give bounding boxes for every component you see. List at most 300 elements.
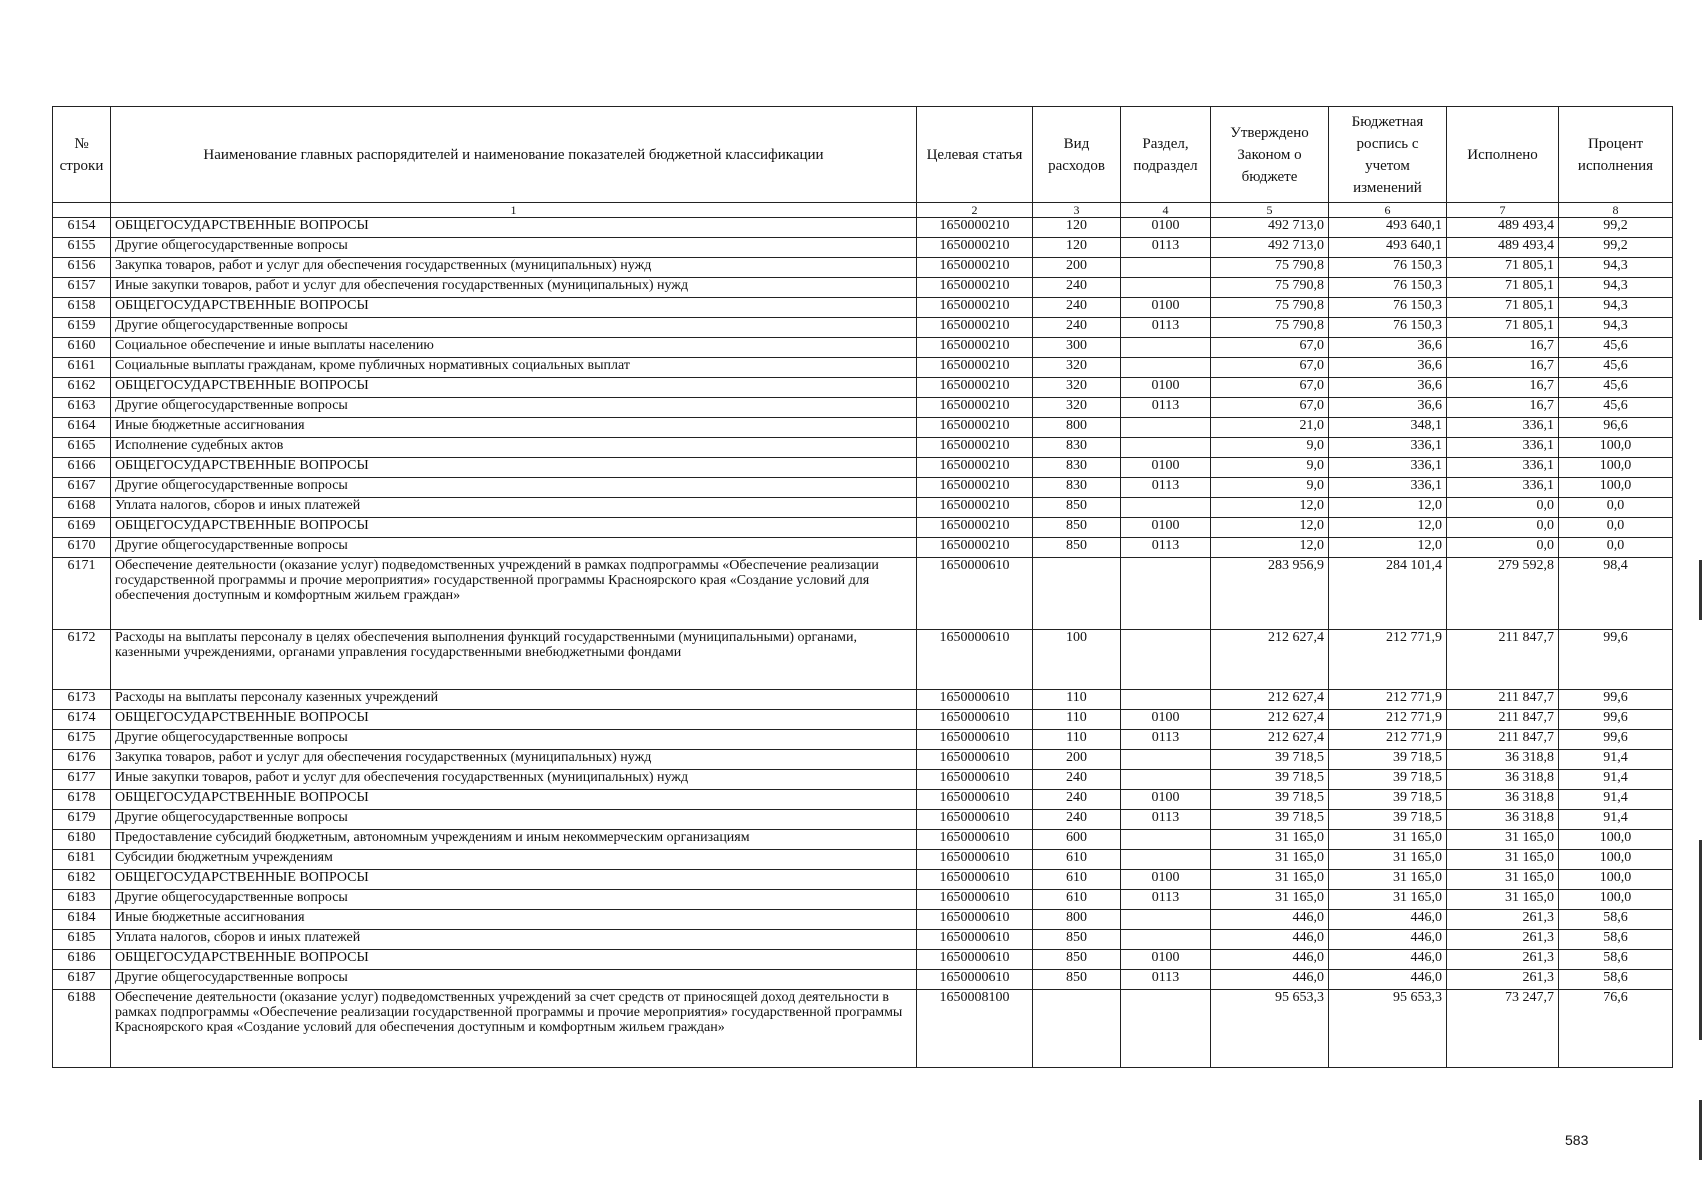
budget-amount-cell: 36,6	[1329, 338, 1447, 358]
row-name-cell: Иные бюджетные ассигнования	[111, 910, 917, 930]
expense-kind-cell: 240	[1033, 278, 1121, 298]
approved-amount-cell: 446,0	[1211, 970, 1329, 990]
approved-amount-cell: 75 790,8	[1211, 278, 1329, 298]
row-name-cell: Иные закупки товаров, работ и услуг для обеспечения государственных (муниципальных) нужд	[111, 770, 917, 790]
section-cell: 0100	[1121, 378, 1211, 398]
approved-amount-cell: 492 713,0	[1211, 238, 1329, 258]
budget-amount-cell: 446,0	[1329, 950, 1447, 970]
section-cell: 0100	[1121, 710, 1211, 730]
row-name-cell: Закупка товаров, работ и услуг для обеспечения государственных (муниципальных) нужд	[111, 750, 917, 770]
budget-amount-cell: 36,6	[1329, 358, 1447, 378]
percent-cell: 0,0	[1559, 538, 1673, 558]
expense-kind-cell: 110	[1033, 690, 1121, 710]
column-number: 7	[1447, 203, 1559, 218]
row-number-cell: 6154	[53, 218, 111, 238]
target-article-cell: 1650000610	[917, 930, 1033, 950]
table-row	[53, 770, 1673, 790]
header-expense-kind: Вид расходов	[1033, 107, 1121, 203]
budget-amount-cell: 284 101,4	[1329, 558, 1447, 630]
section-cell	[1121, 910, 1211, 930]
table-row	[53, 750, 1673, 770]
percent-cell: 94,3	[1559, 258, 1673, 278]
row-name-cell: ОБЩЕГОСУДАРСТВЕННЫЕ ВОПРОСЫ	[111, 710, 917, 730]
budget-amount-cell: 31 165,0	[1329, 870, 1447, 890]
budget-amount-cell: 36,6	[1329, 378, 1447, 398]
approved-amount-cell: 67,0	[1211, 378, 1329, 398]
column-number: 6	[1329, 203, 1447, 218]
budget-execution-table	[52, 106, 1673, 1068]
executed-amount-cell: 73 247,7	[1447, 990, 1559, 1068]
row-number-cell: 6161	[53, 358, 111, 378]
budget-amount-cell: 212 771,9	[1329, 690, 1447, 710]
target-article-cell: 1650000610	[917, 850, 1033, 870]
row-number-cell: 6173	[53, 690, 111, 710]
expense-kind-cell: 120	[1033, 238, 1121, 258]
executed-amount-cell: 261,3	[1447, 950, 1559, 970]
expense-kind-cell: 800	[1033, 418, 1121, 438]
executed-amount-cell: 336,1	[1447, 438, 1559, 458]
section-cell: 0100	[1121, 790, 1211, 810]
budget-amount-cell: 31 165,0	[1329, 830, 1447, 850]
section-cell: 0113	[1121, 730, 1211, 750]
row-number-cell: 6183	[53, 890, 111, 910]
table-row	[53, 298, 1673, 318]
row-name-cell: ОБЩЕГОСУДАРСТВЕННЫЕ ВОПРОСЫ	[111, 378, 917, 398]
table-row	[53, 630, 1673, 690]
executed-amount-cell: 36 318,8	[1447, 750, 1559, 770]
row-number-cell: 6181	[53, 850, 111, 870]
executed-amount-cell: 71 805,1	[1447, 318, 1559, 338]
expense-kind-cell: 850	[1033, 950, 1121, 970]
table-row	[53, 418, 1673, 438]
executed-amount-cell: 31 165,0	[1447, 890, 1559, 910]
expense-kind-cell: 850	[1033, 518, 1121, 538]
row-number-cell: 6157	[53, 278, 111, 298]
target-article-cell: 1650000610	[917, 558, 1033, 630]
header-executed: Исполнено	[1447, 107, 1559, 203]
row-name-cell: Другие общегосударственные вопросы	[111, 398, 917, 418]
executed-amount-cell: 16,7	[1447, 338, 1559, 358]
section-cell	[1121, 438, 1211, 458]
executed-amount-cell: 211 847,7	[1447, 710, 1559, 730]
row-name-cell: Иные закупки товаров, работ и услуг для обеспечения государственных (муниципальных) нужд	[111, 278, 917, 298]
percent-cell: 94,3	[1559, 278, 1673, 298]
target-article-cell: 1650000210	[917, 338, 1033, 358]
percent-cell: 99,2	[1559, 238, 1673, 258]
approved-amount-cell: 12,0	[1211, 498, 1329, 518]
approved-amount-cell: 39 718,5	[1211, 750, 1329, 770]
table-row	[53, 830, 1673, 850]
percent-cell: 99,6	[1559, 710, 1673, 730]
header-approved: Утверждено Законом о бюджете	[1211, 107, 1329, 203]
target-article-cell: 1650000610	[917, 750, 1033, 770]
executed-amount-cell: 16,7	[1447, 358, 1559, 378]
row-number-cell: 6168	[53, 498, 111, 518]
percent-cell: 45,6	[1559, 398, 1673, 418]
row-name-cell: Другие общегосударственные вопросы	[111, 890, 917, 910]
column-number: 5	[1211, 203, 1329, 218]
section-cell	[1121, 630, 1211, 690]
budget-amount-cell: 12,0	[1329, 538, 1447, 558]
expense-kind-cell: 240	[1033, 318, 1121, 338]
expense-kind-cell: 240	[1033, 810, 1121, 830]
target-article-cell: 1650008100	[917, 990, 1033, 1068]
row-name-cell: Уплата налогов, сборов и иных платежей	[111, 930, 917, 950]
row-number-cell: 6179	[53, 810, 111, 830]
budget-amount-cell: 95 653,3	[1329, 990, 1447, 1068]
table-row	[53, 538, 1673, 558]
executed-amount-cell: 31 165,0	[1447, 870, 1559, 890]
row-name-cell: Закупка товаров, работ и услуг для обеспечения государственных (муниципальных) нужд	[111, 258, 917, 278]
percent-cell: 91,4	[1559, 810, 1673, 830]
executed-amount-cell: 31 165,0	[1447, 850, 1559, 870]
executed-amount-cell: 336,1	[1447, 458, 1559, 478]
row-number-cell: 6188	[53, 990, 111, 1068]
executed-amount-cell: 211 847,7	[1447, 730, 1559, 750]
row-number-cell: 6155	[53, 238, 111, 258]
section-cell	[1121, 258, 1211, 278]
header-target-article: Целевая статья	[917, 107, 1033, 203]
row-number-cell: 6175	[53, 730, 111, 750]
percent-cell: 100,0	[1559, 438, 1673, 458]
expense-kind-cell: 240	[1033, 298, 1121, 318]
header-row-number: № строки	[53, 107, 111, 203]
approved-amount-cell: 31 165,0	[1211, 870, 1329, 890]
table-row	[53, 810, 1673, 830]
table-row	[53, 358, 1673, 378]
row-name-cell: ОБЩЕГОСУДАРСТВЕННЫЕ ВОПРОСЫ	[111, 790, 917, 810]
row-number-cell: 6177	[53, 770, 111, 790]
column-number: 2	[917, 203, 1033, 218]
section-cell: 0100	[1121, 950, 1211, 970]
budget-amount-cell: 76 150,3	[1329, 258, 1447, 278]
section-cell	[1121, 930, 1211, 950]
row-number-cell: 6180	[53, 830, 111, 850]
row-number-cell: 6178	[53, 790, 111, 810]
table-row	[53, 558, 1673, 630]
section-cell	[1121, 358, 1211, 378]
percent-cell: 91,4	[1559, 770, 1673, 790]
approved-amount-cell: 446,0	[1211, 910, 1329, 930]
budget-amount-cell: 212 771,9	[1329, 730, 1447, 750]
expense-kind-cell: 850	[1033, 930, 1121, 950]
percent-cell: 58,6	[1559, 970, 1673, 990]
section-cell	[1121, 418, 1211, 438]
expense-kind-cell: 830	[1033, 458, 1121, 478]
table-row	[53, 498, 1673, 518]
percent-cell: 58,6	[1559, 930, 1673, 950]
row-number-cell: 6159	[53, 318, 111, 338]
expense-kind-cell: 610	[1033, 850, 1121, 870]
approved-amount-cell: 212 627,4	[1211, 710, 1329, 730]
target-article-cell: 1650000610	[917, 890, 1033, 910]
approved-amount-cell: 212 627,4	[1211, 690, 1329, 710]
section-cell	[1121, 990, 1211, 1068]
percent-cell: 100,0	[1559, 830, 1673, 850]
executed-amount-cell: 0,0	[1447, 538, 1559, 558]
budget-amount-cell: 446,0	[1329, 970, 1447, 990]
row-name-cell: Другие общегосударственные вопросы	[111, 810, 917, 830]
row-name-cell: Другие общегосударственные вопросы	[111, 238, 917, 258]
section-cell: 0113	[1121, 398, 1211, 418]
table-row	[53, 478, 1673, 498]
approved-amount-cell: 21,0	[1211, 418, 1329, 438]
executed-amount-cell: 261,3	[1447, 910, 1559, 930]
table-row	[53, 278, 1673, 298]
approved-amount-cell: 9,0	[1211, 458, 1329, 478]
table-row	[53, 730, 1673, 750]
approved-amount-cell: 31 165,0	[1211, 890, 1329, 910]
budget-amount-cell: 76 150,3	[1329, 318, 1447, 338]
percent-cell: 76,6	[1559, 990, 1673, 1068]
percent-cell: 99,6	[1559, 730, 1673, 750]
budget-amount-cell: 446,0	[1329, 910, 1447, 930]
header-row	[53, 107, 1673, 203]
budget-amount-cell: 336,1	[1329, 438, 1447, 458]
expense-kind-cell	[1033, 558, 1121, 630]
approved-amount-cell: 9,0	[1211, 478, 1329, 498]
budget-amount-cell: 12,0	[1329, 518, 1447, 538]
expense-kind-cell: 120	[1033, 218, 1121, 238]
target-article-cell: 1650000210	[917, 278, 1033, 298]
section-cell	[1121, 278, 1211, 298]
row-name-cell: Социальные выплаты гражданам, кроме публичных нормативных социальных выплат	[111, 358, 917, 378]
row-number-cell: 6156	[53, 258, 111, 278]
column-number: 1	[111, 203, 917, 218]
executed-amount-cell: 16,7	[1447, 398, 1559, 418]
budget-amount-cell: 39 718,5	[1329, 770, 1447, 790]
percent-cell: 45,6	[1559, 378, 1673, 398]
percent-cell: 99,2	[1559, 218, 1673, 238]
section-cell: 0100	[1121, 518, 1211, 538]
row-name-cell: Предоставление субсидий бюджетным, автономным учреждениям и иным некоммерческим организациям	[111, 830, 917, 850]
expense-kind-cell: 200	[1033, 258, 1121, 278]
table-row	[53, 790, 1673, 810]
expense-kind-cell: 240	[1033, 790, 1121, 810]
percent-cell: 99,6	[1559, 630, 1673, 690]
table-row	[53, 690, 1673, 710]
executed-amount-cell: 211 847,7	[1447, 690, 1559, 710]
target-article-cell: 1650000210	[917, 418, 1033, 438]
executed-amount-cell: 36 318,8	[1447, 790, 1559, 810]
table-row	[53, 458, 1673, 478]
approved-amount-cell: 67,0	[1211, 338, 1329, 358]
budget-amount-cell: 446,0	[1329, 930, 1447, 950]
percent-cell: 100,0	[1559, 890, 1673, 910]
target-article-cell: 1650000210	[917, 378, 1033, 398]
row-number-cell: 6171	[53, 558, 111, 630]
executed-amount-cell: 31 165,0	[1447, 830, 1559, 850]
target-article-cell: 1650000210	[917, 458, 1033, 478]
executed-amount-cell: 211 847,7	[1447, 630, 1559, 690]
percent-cell: 91,4	[1559, 790, 1673, 810]
row-name-cell: Уплата налогов, сборов и иных платежей	[111, 498, 917, 518]
table-row	[53, 238, 1673, 258]
approved-amount-cell: 9,0	[1211, 438, 1329, 458]
target-article-cell: 1650000610	[917, 870, 1033, 890]
row-number-cell: 6160	[53, 338, 111, 358]
target-article-cell: 1650000210	[917, 538, 1033, 558]
target-article-cell: 1650000210	[917, 258, 1033, 278]
percent-cell: 0,0	[1559, 518, 1673, 538]
row-name-cell: ОБЩЕГОСУДАРСТВЕННЫЕ ВОПРОСЫ	[111, 458, 917, 478]
budget-amount-cell: 212 771,9	[1329, 630, 1447, 690]
row-name-cell: ОБЩЕГОСУДАРСТВЕННЫЕ ВОПРОСЫ	[111, 518, 917, 538]
row-name-cell: Другие общегосударственные вопросы	[111, 538, 917, 558]
row-number-cell: 6174	[53, 710, 111, 730]
approved-amount-cell: 67,0	[1211, 358, 1329, 378]
header-percent: Процент исполнения	[1559, 107, 1673, 203]
executed-amount-cell: 489 493,4	[1447, 218, 1559, 238]
percent-cell: 94,3	[1559, 298, 1673, 318]
target-article-cell: 1650000210	[917, 438, 1033, 458]
target-article-cell: 1650000610	[917, 790, 1033, 810]
budget-amount-cell: 336,1	[1329, 478, 1447, 498]
target-article-cell: 1650000210	[917, 238, 1033, 258]
expense-kind-cell: 320	[1033, 358, 1121, 378]
budget-amount-cell: 76 150,3	[1329, 278, 1447, 298]
budget-amount-cell: 36,6	[1329, 398, 1447, 418]
row-number-cell: 6163	[53, 398, 111, 418]
row-number-cell: 6172	[53, 630, 111, 690]
approved-amount-cell: 31 165,0	[1211, 830, 1329, 850]
expense-kind-cell: 850	[1033, 498, 1121, 518]
section-cell: 0113	[1121, 318, 1211, 338]
column-number	[53, 203, 111, 218]
table-row	[53, 518, 1673, 538]
table-row	[53, 930, 1673, 950]
executed-amount-cell: 279 592,8	[1447, 558, 1559, 630]
row-name-cell: Расходы на выплаты персоналу в целях обеспечения выполнения функций государственными (муниципальными) органами, казенными учреждениями, органами управления государственными внебюджетными фондами	[111, 630, 917, 690]
percent-cell: 96,6	[1559, 418, 1673, 438]
expense-kind-cell: 610	[1033, 870, 1121, 890]
target-article-cell: 1650000610	[917, 730, 1033, 750]
row-number-cell: 6158	[53, 298, 111, 318]
approved-amount-cell: 212 627,4	[1211, 730, 1329, 750]
table-row	[53, 890, 1673, 910]
expense-kind-cell: 110	[1033, 730, 1121, 750]
row-number-cell: 6187	[53, 970, 111, 990]
approved-amount-cell: 39 718,5	[1211, 810, 1329, 830]
section-cell: 0113	[1121, 970, 1211, 990]
target-article-cell: 1650000210	[917, 218, 1033, 238]
row-number-cell: 6176	[53, 750, 111, 770]
target-article-cell: 1650000610	[917, 830, 1033, 850]
percent-cell: 100,0	[1559, 458, 1673, 478]
budget-table-sheet	[52, 106, 1672, 1068]
row-number-cell: 6162	[53, 378, 111, 398]
expense-kind-cell: 240	[1033, 770, 1121, 790]
executed-amount-cell: 0,0	[1447, 498, 1559, 518]
expense-kind-cell: 600	[1033, 830, 1121, 850]
executed-amount-cell: 336,1	[1447, 418, 1559, 438]
percent-cell: 45,6	[1559, 358, 1673, 378]
table-row	[53, 910, 1673, 930]
approved-amount-cell: 12,0	[1211, 538, 1329, 558]
percent-cell: 58,6	[1559, 950, 1673, 970]
percent-cell: 0,0	[1559, 498, 1673, 518]
target-article-cell: 1650000210	[917, 478, 1033, 498]
approved-amount-cell: 446,0	[1211, 950, 1329, 970]
table-row	[53, 378, 1673, 398]
section-cell	[1121, 338, 1211, 358]
table-row	[53, 710, 1673, 730]
approved-amount-cell: 67,0	[1211, 398, 1329, 418]
target-article-cell: 1650000210	[917, 358, 1033, 378]
target-article-cell: 1650000610	[917, 710, 1033, 730]
percent-cell: 99,6	[1559, 690, 1673, 710]
section-cell: 0100	[1121, 298, 1211, 318]
table-row	[53, 970, 1673, 990]
section-cell	[1121, 558, 1211, 630]
section-cell	[1121, 830, 1211, 850]
table-body	[53, 218, 1673, 1068]
row-name-cell: ОБЩЕГОСУДАРСТВЕННЫЕ ВОПРОСЫ	[111, 870, 917, 890]
row-name-cell: Другие общегосударственные вопросы	[111, 318, 917, 338]
section-cell: 0113	[1121, 238, 1211, 258]
target-article-cell: 1650000610	[917, 970, 1033, 990]
expense-kind-cell	[1033, 990, 1121, 1068]
executed-amount-cell: 336,1	[1447, 478, 1559, 498]
approved-amount-cell: 39 718,5	[1211, 770, 1329, 790]
section-cell	[1121, 850, 1211, 870]
executed-amount-cell: 261,3	[1447, 930, 1559, 950]
column-number: 3	[1033, 203, 1121, 218]
executed-amount-cell: 36 318,8	[1447, 810, 1559, 830]
section-cell	[1121, 770, 1211, 790]
header-name: Наименование главных распорядителей и наименование показателей бюджетной классификации	[111, 107, 917, 203]
budget-amount-cell: 348,1	[1329, 418, 1447, 438]
row-number-cell: 6185	[53, 930, 111, 950]
row-number-cell: 6182	[53, 870, 111, 890]
expense-kind-cell: 100	[1033, 630, 1121, 690]
table-row	[53, 318, 1673, 338]
column-number-row	[53, 203, 1673, 218]
expense-kind-cell: 850	[1033, 538, 1121, 558]
section-cell: 0100	[1121, 870, 1211, 890]
expense-kind-cell: 850	[1033, 970, 1121, 990]
target-article-cell: 1650000210	[917, 298, 1033, 318]
approved-amount-cell: 212 627,4	[1211, 630, 1329, 690]
table-row	[53, 870, 1673, 890]
section-cell: 0100	[1121, 218, 1211, 238]
executed-amount-cell: 71 805,1	[1447, 298, 1559, 318]
executed-amount-cell: 16,7	[1447, 378, 1559, 398]
table-row	[53, 258, 1673, 278]
executed-amount-cell: 71 805,1	[1447, 278, 1559, 298]
budget-amount-cell: 31 165,0	[1329, 850, 1447, 870]
target-article-cell: 1650000210	[917, 518, 1033, 538]
expense-kind-cell: 610	[1033, 890, 1121, 910]
budget-amount-cell: 39 718,5	[1329, 810, 1447, 830]
target-article-cell: 1650000210	[917, 398, 1033, 418]
expense-kind-cell: 320	[1033, 378, 1121, 398]
expense-kind-cell: 830	[1033, 478, 1121, 498]
row-name-cell: Расходы на выплаты персоналу казенных учреждений	[111, 690, 917, 710]
target-article-cell: 1650000610	[917, 770, 1033, 790]
table-row	[53, 398, 1673, 418]
row-number-cell: 6167	[53, 478, 111, 498]
row-number-cell: 6186	[53, 950, 111, 970]
budget-amount-cell: 212 771,9	[1329, 710, 1447, 730]
table-row	[53, 338, 1673, 358]
row-number-cell: 6184	[53, 910, 111, 930]
row-name-cell: Другие общегосударственные вопросы	[111, 478, 917, 498]
row-name-cell: Исполнение судебных актов	[111, 438, 917, 458]
target-article-cell: 1650000610	[917, 690, 1033, 710]
expense-kind-cell: 830	[1033, 438, 1121, 458]
target-article-cell: 1650000210	[917, 498, 1033, 518]
